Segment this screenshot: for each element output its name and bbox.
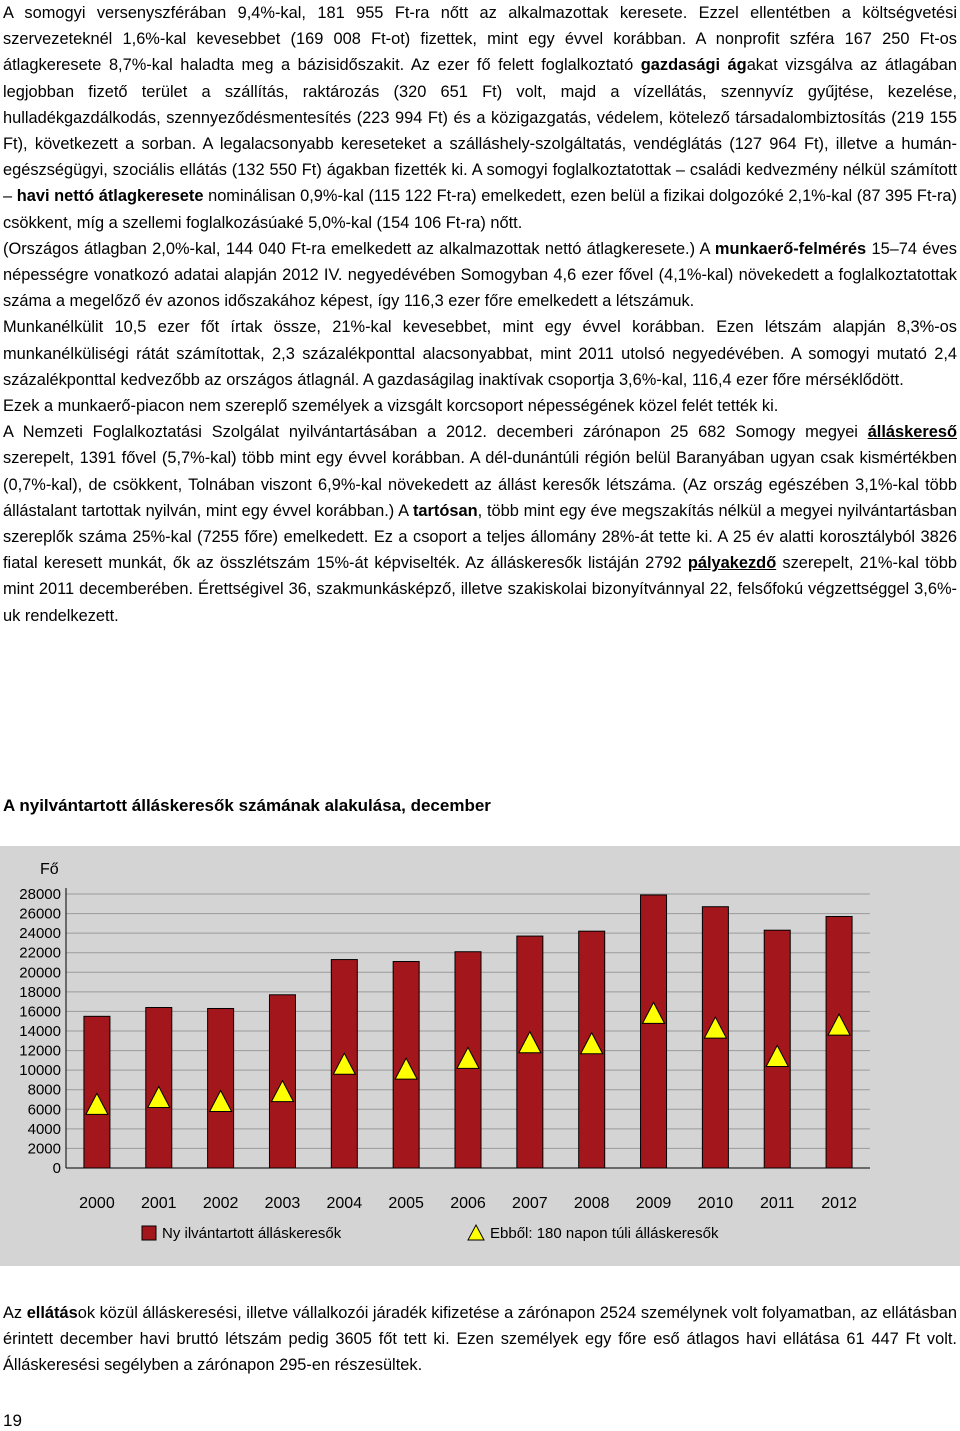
bar <box>641 895 667 1168</box>
chart-heading: A nyilvántartott álláskeresők számának alakulása, december <box>3 796 491 815</box>
bar <box>826 917 852 1168</box>
x-tick-label: 2004 <box>326 1195 363 1212</box>
y-tick-label: 16000 <box>19 1003 61 1021</box>
paragraph-intro <box>3 0 957 629</box>
text-run: munkaerő-felmérés <box>714 239 867 258</box>
x-tick-label: 2005 <box>388 1195 424 1212</box>
y-tick-label: 20000 <box>19 964 61 982</box>
text-run: ellátás <box>26 1304 78 1322</box>
chart <box>0 846 960 1266</box>
legend-marker-label: Ebből: 180 napon túli álláskeresők <box>490 1225 719 1242</box>
x-tick-label: 2000 <box>79 1195 115 1212</box>
text-run: Munkanélkülit 10,5 ezer főt írtak össze, 21%-kal kevesebbet, mint egy évvel korábban. Ezen létszám alapján 8,3%-os munkanélküliségi rátát számítottak, 2,3 százalékponttal alacsonyabbat, mint 2011 utolsó negyedévében. A somogyi mutató 2,4 százalékponttal kedvezőbb az országos átlagnál. A gazdaságilag inaktívak csoportja 3,6%-kal, 116,4 ezer főre mérséklődött. <box>3 318 957 389</box>
text-run: Az <box>3 1304 27 1322</box>
text-run: havi nettó átlagkeresete <box>16 187 204 206</box>
bar <box>84 1016 110 1168</box>
legend-bar-label: Ny ilvántartott álláskeresők <box>162 1225 342 1242</box>
y-tick-label: 8000 <box>27 1081 61 1099</box>
text-run: akat vizsgálva az átlagában legjobban fizető terület a szállítás, raktározás (320 651 Ft) volt, majd a vízellátás, szennyvíz gyűjtése, kezelése, hulladékgazdálkodás, szennyeződésmentesítés (223 994 Ft) és a közigazgatás, védelem, kötelező társadalombiztosítás (219 155 Ft), következett a sorban. A legalacsonyabb kereseteket a szálláshely-szolgáltatás, vendéglátás (127 964 Ft), illetve a humán-egészségügyi, szociális ellátás (132 550 Ft) ágakban fizették ki. A somogyi foglalkoztatottak – családi kedvezmény nélkül számított – <box>3 56 957 206</box>
text-run: , több mint egy éve megszakítás nélkül a megyei nyilvántartásban szereplők száma 25%-kal (7255 főre) emelkedett. Ez a csoport a teljes állomány 28%-át tette ki. A 25 év alatti korosztályból 3826 fiatal keresett munkát, ők az összlétszám 15%-át képviselték. Az álláskeresők listáján 2792 <box>3 501 957 573</box>
text-run: Ezek a munkaerő-piacon nem szereplő személyek a vizsgált korcsoport népességének közel felét tették ki. <box>3 397 779 416</box>
y-tick-label: 26000 <box>19 905 61 923</box>
y-tick-label: 14000 <box>19 1023 61 1040</box>
text-run: álláskereső <box>867 423 957 442</box>
text-run: pályakezdő <box>687 554 777 573</box>
page-number: 19 <box>3 1411 22 1430</box>
x-tick-label: 2009 <box>635 1195 672 1212</box>
text-run: szerepelt, 21%-kal több mint 2011 decemberében. Érettségivel 36, szakmunkásképző, illetve szakiskolai bizonyítvánnyal 22, felsőfokú végzettséggel 3,6%-uk rendelkezett. <box>3 554 958 625</box>
x-tick-label: 2007 <box>512 1195 548 1212</box>
y-tick-label: 2000 <box>27 1140 61 1158</box>
y-tick-label: 28000 <box>19 886 61 903</box>
y-axis-title: Fő <box>40 861 59 878</box>
text-run: nominálisan 0,9%-kal (115 122 Ft-ra) emelkedett, ezen belül a fizikai dolgozóké 2,1%-kal (87 395 Ft-ra) csökkent, míg a szellemi foglalkozásúaké 5,0%-kal (154 106 Ft-ra) nőtt. <box>3 187 957 232</box>
y-tick-label: 10000 <box>19 1062 61 1080</box>
text-run: ok közül álláskeresési, illetve vállalkozói járadék kifizetése a zárónapon 2524 személynek volt folyamatban, az ellátásban érintett december havi bruttó létszám pedig 3605 főt tett ki. Ezen személyek egy főre eső átlagos havi ellátása 61 447 Ft volt. Álláskeresési segélyben a zárónapon 295-en részesültek. <box>3 1304 957 1375</box>
y-tick-label: 6000 <box>27 1101 61 1119</box>
x-tick-label: 2006 <box>450 1195 486 1212</box>
y-tick-label: 4000 <box>27 1120 61 1138</box>
x-tick-label: 2010 <box>697 1195 734 1212</box>
bar <box>208 1008 234 1168</box>
legend-bar-swatch <box>142 1226 156 1240</box>
x-tick-label: 2003 <box>264 1195 301 1212</box>
x-tick-label: 2001 <box>140 1195 177 1212</box>
x-tick-label: 2002 <box>202 1195 239 1212</box>
y-tick-label: 0 <box>52 1160 61 1177</box>
text-run: (Országos átlagban 2,0%-kal, 144 040 Ft-ra emelkedett az alkalmazottak nettó átlagkeresete.) A <box>3 239 715 258</box>
text-run: szerepelt, 1391 fővel (5,7%-kal) több mint egy évvel korábban. A dél-dunántúli régión belül Baranyában ugyan csak kismértékben (0,7%-kal), de csökkent, Tolnában viszont 6,9%-kal növekedett az állást keresők létszáma. (Az ország egészében 3,1%-kal több állástalant tartottak nyilván, mint egy évvel korábban.) A <box>3 449 957 520</box>
x-tick-label: 2011 <box>760 1195 795 1212</box>
y-tick-label: 18000 <box>19 983 61 1001</box>
text-run: 15–74 éves népességre vonatkozó adatai alapján 2012 IV. negyedévében Somogyban 4,6 ezer fővel (4,1%-kal) növekedett a foglalkoztatottak száma a megelőző év azonos időszakához képest, így 116,3 ezer főre emelkedett a létszámuk. <box>3 239 957 311</box>
text-run: A Nemzeti Foglalkoztatási Szolgálat nyilvántartásában a 2012. decemberi zárónapon 25 682 Somogy megyei <box>3 423 868 442</box>
y-tick-label: 24000 <box>19 925 61 943</box>
x-tick-label: 2008 <box>573 1195 610 1212</box>
text-run: A somogyi versenyszférában 9,4%-kal, 181 955 Ft-ra nőtt az alkalmazottak keresete. Ezzel ellentétben a költségvetési szervezeteknél 1,6%-kal kevesebbet (169 008 Ft-ot) fizettek, mint egy évvel korábban. A nonprofit szféra 167 250 Ft-os átlagkeresete 8,7%-kal haladta meg a bázisidőszakit. Az ezer fő felett foglalkoztató <box>3 4 957 75</box>
x-tick-label: 2012 <box>821 1195 857 1212</box>
text-run: tartósan <box>412 501 478 520</box>
y-tick-label: 22000 <box>19 944 61 962</box>
text-run: gazdasági ág <box>640 56 747 75</box>
paragraph-benefits <box>3 1300 957 1379</box>
y-tick-label: 12000 <box>19 1042 61 1060</box>
